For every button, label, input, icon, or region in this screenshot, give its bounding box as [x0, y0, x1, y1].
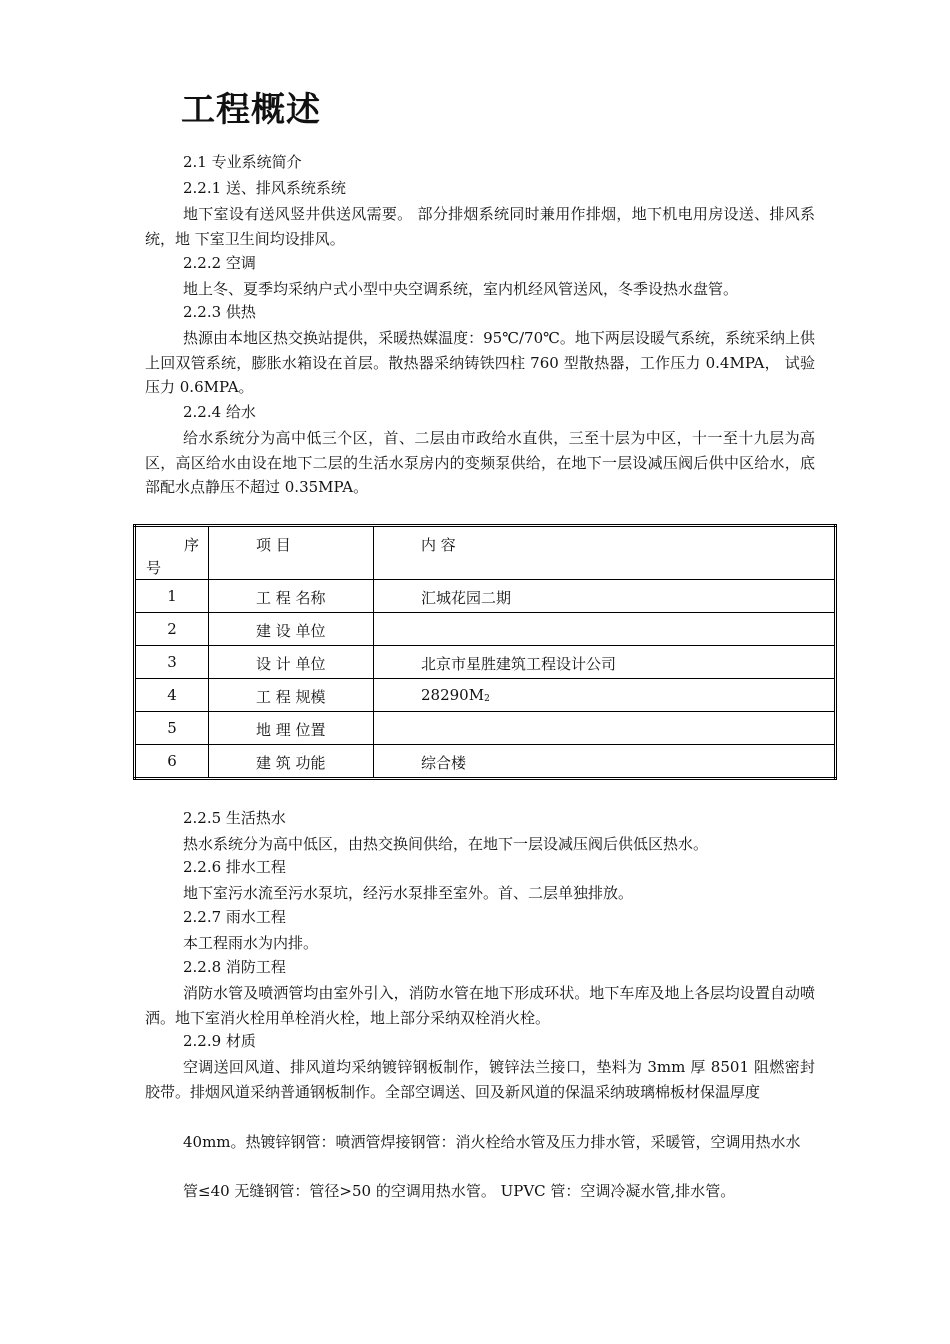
row-seq: 6 [167, 752, 177, 770]
section-paragraph: 本工程雨水为内排。 [183, 934, 319, 952]
section-heading: 2.2.9 材质 [183, 1032, 256, 1050]
row-item: 建 设 单位 [256, 622, 326, 640]
page-title: 工程概述 [181, 90, 321, 130]
section-paragraph: 给水系统分为高中低三个区，首、二层由市政给水直供，三至十层为中区，十一至十九层为高区，高区给水由设在地下二层的生活水泵房内的变频泵供给，在地下一层设减压阀后供中区给水，底部配水点静压不超过 0.35MPA。 [145, 429, 815, 496]
header-seq-2: 号 [146, 559, 162, 577]
section-paragraph: 管≤40 无缝钢管：管径>50 的空调用热水管。 UPVC 管：空调冷凝水管,排水管。 [183, 1182, 736, 1200]
header-content: 内 容 [421, 536, 456, 554]
row-content-value: 28290M [421, 686, 485, 704]
section-paragraph: 地上冬、夏季均采纳户式小型中央空调系统，室内机经风管送风，冬季设热水盘管。 [183, 280, 739, 298]
row-content: 汇城花园二期 [421, 589, 512, 607]
row-item: 地 理 位置 [256, 721, 326, 739]
row-content [374, 613, 834, 620]
table-row [135, 745, 836, 779]
section-paragraph: 热源由本地区热交换站提供，采暖热媒温度：95℃/70℃。地下两层设暖气系统，系统采纳上供上回双管系统，膨胀水箱设在首层。散热器采纳铸铁四柱 760 型散热器，工作压力 0.4MPA， 试验压力 0.6MPA。 [145, 329, 815, 396]
section-paragraph: 空调送回风道、排风道均采纳镀锌钢板制作，镀锌法兰接口，垫料为 3mm 厚 8501 阻燃密封胶带。排烟风道采纳普通钢板制作。全部空调送、回及新风道的保温采纳玻璃棉板材保温厚度 [145, 1058, 815, 1101]
row-content: 北京市星胜建筑工程设计公司 [421, 655, 617, 673]
row-seq: 3 [167, 653, 177, 671]
table-row [135, 580, 836, 613]
row-item: 建 筑 功能 [256, 754, 326, 772]
section-paragraph: 地下室设有送风竖井供送风需要。 部分排烟系统同时兼用作排烟，地下机电用房设送、排风系统，地 下室卫生间均设排风。 [145, 205, 815, 248]
section-heading: 2.2.6 排水工程 [183, 858, 286, 876]
row-seq: 5 [167, 719, 177, 737]
row-seq: 1 [167, 587, 177, 605]
section-paragraph: 热水系统分为高中低区，由热交换间供给，在地下一层设减压阀后供低区热水。 [183, 835, 709, 853]
row-item: 工 程 规模 [256, 688, 326, 706]
header-item: 项 目 [256, 536, 291, 554]
section-heading: 2.2.7 雨水工程 [183, 908, 286, 926]
row-content [374, 712, 834, 719]
section-paragraph: 消防水管及喷洒管均由室外引入，消防水管在地下形成环状。地下车库及地上各层均设置自动喷洒。地下室消火栓用单栓消火栓，地上部分采纳双栓消火栓。 [145, 984, 815, 1027]
table-row [135, 712, 836, 745]
table-header-row [135, 526, 836, 580]
table-row [135, 613, 836, 646]
section-heading: 2.2.1 送、排风系统系统 [183, 179, 346, 197]
row-content [374, 679, 834, 704]
table-row [135, 646, 836, 679]
section-paragraph: 地下室污水流至污水泵坑，经污水泵排至室外。首、二层单独排放。 [183, 884, 634, 902]
section-heading: 2.1 专业系统简介 [183, 153, 302, 171]
section-heading: 2.2.5 生活热水 [183, 809, 286, 827]
row-content-subscript: 2 [484, 694, 490, 704]
section-heading: 2.2.3 供热 [183, 303, 256, 321]
header-seq: 序 [184, 536, 200, 554]
row-content: 综合楼 [421, 754, 467, 772]
table-row [135, 679, 836, 712]
section-heading: 2.2.8 消防工程 [183, 958, 286, 976]
row-seq: 2 [167, 620, 177, 638]
section-heading: 2.2.4 给水 [183, 403, 256, 421]
row-seq: 4 [167, 686, 177, 704]
section-paragraph: 40mm。热镀锌钢管：喷洒管焊接钢管：消火栓给水管及压力排水管，采暖管，空调用热水水 [183, 1133, 801, 1151]
row-item: 设 计 单位 [256, 655, 326, 673]
section-heading: 2.2.2 空调 [183, 254, 256, 272]
project-info-table [133, 524, 837, 780]
row-item: 工 程 名称 [256, 589, 326, 607]
